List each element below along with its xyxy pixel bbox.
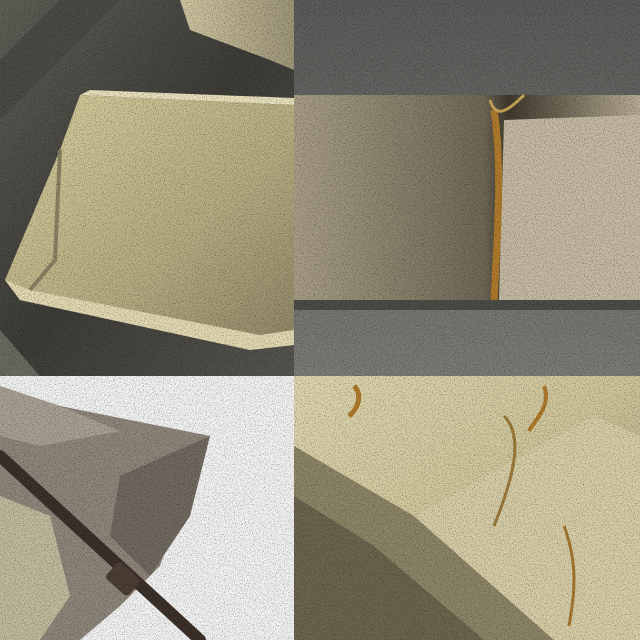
photo-tile-top-right (294, 0, 640, 376)
photo-tile-bottom-left (0, 376, 294, 640)
photo-tile-top-left (0, 0, 294, 376)
fabric-hook-photo (0, 376, 294, 640)
stitched-fabric-photo (294, 0, 640, 376)
photo-tile-bottom-right (294, 376, 640, 640)
fabric-fold-closeup-photo (294, 376, 640, 640)
fabric-pad-photo (0, 0, 294, 376)
